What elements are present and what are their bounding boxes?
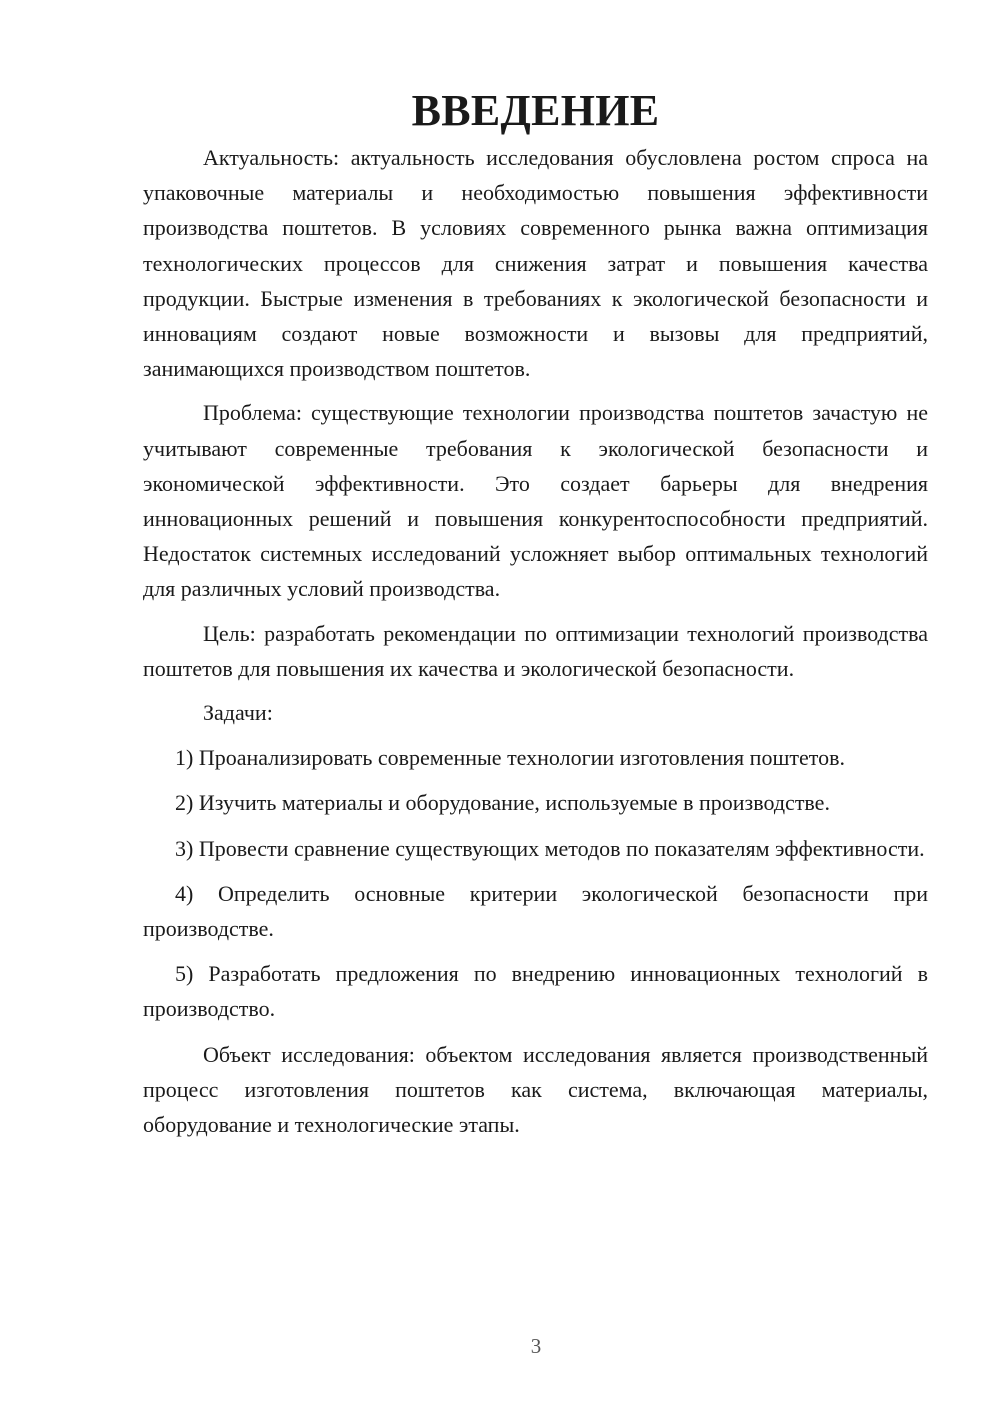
paragraph-problem: Проблема: существующие технологии производства поштетов зачастую не учитывают современные требования к экологической безопасности и экономической эффективности. Это создает барьеры для внедрения инновационных решений и повышения конкурентоспособности предприятий. Недостаток системных исследований усложняет выбор оптимальных технологий для различных условий производства.	[143, 400, 928, 602]
task-item-5: 5) Разработать предложения по внедрению инновационных технологий в производство.	[143, 961, 928, 1022]
paragraph-relevance: Актуальность: актуальность исследования обусловлена ростом спроса на упаковочные материалы и необходимостью повышения эффективности производства поштетов. В условиях современного рынка важна оптимизация технологических процессов для снижения затрат и повышения качества продукции. Быстрые изменения в требованиях к экологической безопасности и инновациям создают новые возможности и вызовы для предприятий, занимающихся производством поштетов.	[143, 145, 928, 382]
paragraph-goal: Цель: разработать рекомендации по оптимизации технологий производства поштетов для повышения их качества и экологической безопасности.	[143, 620, 928, 681]
task-item-3: 3) Провести сравнение существующих методов по показателям эффективности.	[175, 835, 925, 861]
page-number: 3	[530, 1334, 542, 1358]
task-item-1: 1) Проанализировать современные технологии изготовления поштетов.	[175, 745, 845, 771]
task-item-2: 2) Изучить материалы и оборудование, используемые в производстве.	[175, 790, 830, 816]
task-item-4: 4) Определить основные критерии экологической безопасности при производстве.	[143, 880, 928, 942]
paragraph-object: Объект исследования: объектом исследования является производственный процесс изготовления поштетов как система, включающая материалы, оборудование и технологические этапы.	[143, 1041, 928, 1138]
page-title: ВВЕДЕНИЕ	[411, 86, 660, 135]
page-content	[143, 86, 928, 1142]
tasks-heading: Задачи:	[203, 700, 273, 726]
